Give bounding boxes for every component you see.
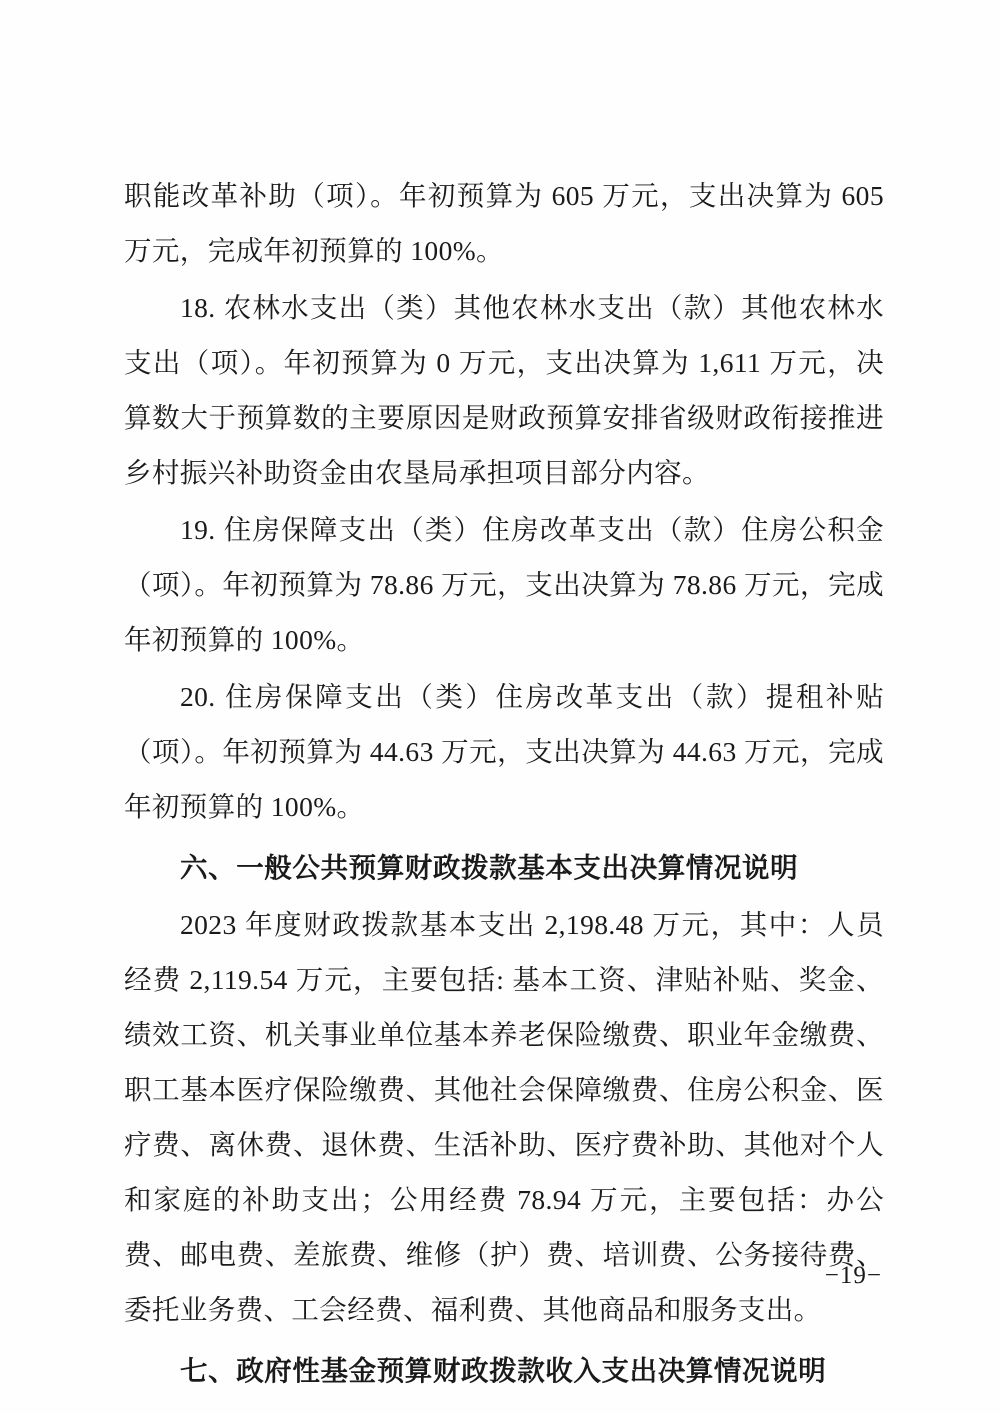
paragraph-item-19: 19. 住房保障支出（类）住房改革支出（款）住房公积金（项）。年初预算为 78.86 万元，支出决算为 78.86 万元，完成年初预算的 100%。 [124, 514, 884, 655]
paragraph-continued-17: 职能改革补助（项）。年初预算为 605 万元，支出决算为 605 万元，完成年初预算的 100%。 [124, 180, 884, 266]
heading-section-six: 六、一般公共预算财政拨款基本支出决算情况说明 [180, 852, 799, 883]
page-number: −19− [824, 1262, 882, 1289]
page-content [124, 168, 884, 1400]
paragraph-item-20: 20. 住房保障支出（类）住房改革支出（款）提租补贴（项）。年初预算为 44.63 万元，支出决算为 44.63 万元，完成年初预算的 100%。 [124, 681, 884, 822]
heading-section-seven: 七、政府性基金预算财政拨款收入支出决算情况说明 [180, 1355, 827, 1386]
paragraph-section-six: 2023 年度财政拨款基本支出 2,198.48 万元，其中：人员经费 2,119.54 万元，主要包括: 基本工资、津贴补贴、奖金、绩效工资、机关事业单位基本养老保险缴费、职业年金缴费、职工基本医疗保险缴费、其他社会保障缴费、住房公积金、医疗费、离休费、退休费、生活补助、医疗费补助、其他对个人和家庭的补助支出；公用经费 78.94 万元，主要包括：办公费、邮电费、差旅费、维修（护）费、培训费、公务接待费、委托业务费、工会经费、福利费、其他商品和服务支出。 [124, 909, 884, 1325]
paragraph-item-18: 18. 农林水支出（类）其他农林水支出（款）其他农林水支出（项）。年初预算为 0 万元，支出决算为 1,611 万元，决算数大于预算数的主要原因是财政预算安排省级财政衔接推进乡村振兴补助资金由农垦局承担项目部分内容。 [124, 292, 884, 488]
